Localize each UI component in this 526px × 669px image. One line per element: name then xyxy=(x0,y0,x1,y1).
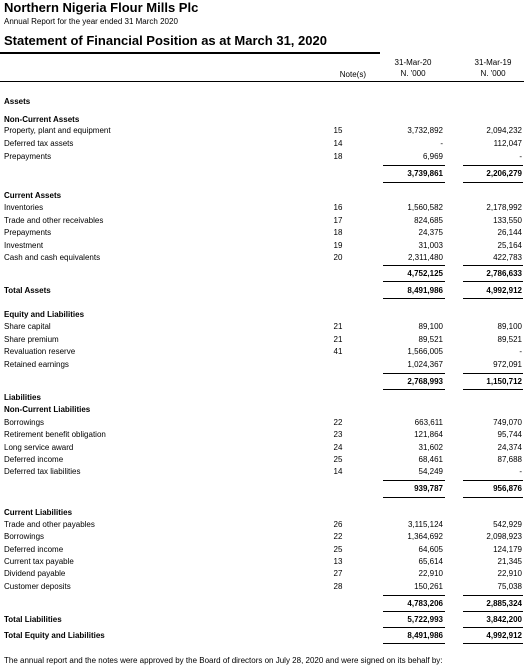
report-subtitle: Annual Report for the year ended 31 March 2020 xyxy=(4,17,178,26)
row-label: Deferred income xyxy=(4,455,64,464)
row-note: 24 xyxy=(333,443,343,452)
row-value-2019: 2,094,232 xyxy=(486,126,522,135)
row-label: Trade and other receivables xyxy=(4,216,104,225)
row-value-2019: 21,345 xyxy=(497,557,522,566)
subtotal-rule-bottom xyxy=(463,497,523,498)
row-label: Deferred tax assets xyxy=(4,139,74,148)
section-heading xyxy=(0,190,526,202)
row-value-2020: 54,249 xyxy=(418,467,443,476)
row-value-2019: 22,910 xyxy=(497,569,522,578)
row-value-2019: - xyxy=(519,347,522,356)
row-value-2020: 22,910 xyxy=(418,569,443,578)
row-value-2019: 2,885,324 xyxy=(486,599,522,608)
row-value-2019: 2,786,633 xyxy=(486,269,522,278)
subtotal-rule xyxy=(383,595,445,596)
row-value-2020: 31,602 xyxy=(418,443,443,452)
row-value-2019: 112,047 xyxy=(493,139,522,148)
row-note: 21 xyxy=(333,322,343,331)
row-note: 25 xyxy=(333,455,343,464)
row-label: Property, plant and equipment xyxy=(4,126,111,135)
table-row xyxy=(0,429,526,441)
row-value-2019: 749,070 xyxy=(493,418,522,427)
table-row xyxy=(0,151,526,163)
total-row xyxy=(0,285,526,297)
row-value-2020: 8,491,986 xyxy=(407,631,443,640)
row-note: 15 xyxy=(333,126,343,135)
column-2019-unit: N. '000 xyxy=(480,69,506,78)
row-label: Share premium xyxy=(4,335,59,344)
row-label: Liabilities xyxy=(4,393,41,402)
column-2020-unit: N. '000 xyxy=(400,69,426,78)
grand-total-rule-bottom xyxy=(463,643,523,644)
row-value-2019: - xyxy=(519,467,522,476)
subtotal-rule-bottom xyxy=(383,497,445,498)
row-value-2020: 3,115,124 xyxy=(408,520,443,529)
column-2019-date: 31-Mar-19 xyxy=(474,58,512,67)
table-row xyxy=(0,252,526,264)
total-rule-bottom xyxy=(383,298,445,299)
row-value-2020: 5,722,993 xyxy=(407,615,443,624)
table-row xyxy=(0,240,526,252)
row-value-2019: 26,144 xyxy=(497,228,522,237)
row-label: Current tax payable xyxy=(4,557,74,566)
table-row xyxy=(0,334,526,346)
subtotal-row xyxy=(0,376,526,388)
row-note: 26 xyxy=(333,520,343,529)
total-rule-bottom xyxy=(383,627,445,628)
table-row xyxy=(0,454,526,466)
row-value-2019: 24,374 xyxy=(497,443,522,452)
table-row xyxy=(0,544,526,556)
row-note: 21 xyxy=(333,335,343,344)
row-note: 27 xyxy=(333,569,343,578)
row-value-2020: 939,787 xyxy=(414,484,443,493)
row-label: Revaluation reserve xyxy=(4,347,76,356)
row-label: Long service award xyxy=(4,443,74,452)
row-label: Borrowings xyxy=(4,418,45,427)
row-value-2019: 3,842,200 xyxy=(486,615,522,624)
row-value-2020: 4,783,206 xyxy=(407,599,443,608)
section-heading xyxy=(0,96,526,108)
total-row xyxy=(0,614,526,626)
row-label: Current Liabilities xyxy=(4,508,73,517)
row-value-2020: 1,024,367 xyxy=(407,360,443,369)
row-note: 18 xyxy=(333,152,343,161)
subtotal-rule-bottom xyxy=(383,281,445,282)
row-label: Trade and other payables xyxy=(4,520,95,529)
table-row xyxy=(0,125,526,137)
subtotal-rule xyxy=(463,373,523,374)
table-row xyxy=(0,531,526,543)
table-row xyxy=(0,417,526,429)
subtotal-rule xyxy=(463,165,523,166)
row-value-2020: 663,611 xyxy=(414,418,443,427)
row-note: 25 xyxy=(333,545,343,554)
subtotal-rule xyxy=(383,165,445,166)
grand-total-rule-bottom xyxy=(383,643,445,644)
row-value-2020: 1,566,005 xyxy=(407,347,443,356)
row-value-2020: 1,364,692 xyxy=(407,532,443,541)
subtotal-rule xyxy=(383,373,445,374)
row-value-2020: 1,560,582 xyxy=(407,203,443,212)
row-label: Prepayments xyxy=(4,152,52,161)
row-value-2020: 4,752,125 xyxy=(407,269,443,278)
row-note: 18 xyxy=(333,228,343,237)
table-row xyxy=(0,466,526,478)
header-rule xyxy=(0,81,524,82)
table-row xyxy=(0,346,526,358)
row-label: Non-Current Liabilities xyxy=(4,405,91,414)
row-value-2019: 4,992,912 xyxy=(486,286,522,295)
subtotal-rule-bottom xyxy=(383,389,445,390)
subtotal-row xyxy=(0,268,526,280)
row-value-2020: 24,375 xyxy=(418,228,443,237)
row-label: Investment xyxy=(4,241,44,250)
row-note: 14 xyxy=(333,467,343,476)
section-heading xyxy=(0,507,526,519)
company-name: Northern Nigeria Flour Mills Plc xyxy=(4,0,199,15)
row-value-2020: 2,311,480 xyxy=(408,253,443,262)
row-value-2020: 65,614 xyxy=(418,557,443,566)
subtotal-rule-bottom xyxy=(463,611,523,612)
title-underline xyxy=(0,52,380,54)
row-value-2019: 2,206,279 xyxy=(486,169,522,178)
row-note: 19 xyxy=(333,241,343,250)
row-value-2019: 2,098,923 xyxy=(486,532,522,541)
row-value-2020: 3,732,892 xyxy=(407,126,443,135)
row-value-2020: 64,605 xyxy=(418,545,443,554)
row-label: Non-Current Assets xyxy=(4,115,80,124)
table-row xyxy=(0,519,526,531)
row-value-2020: 68,461 xyxy=(418,455,443,464)
subtotal-rule-bottom xyxy=(463,281,523,282)
row-note: 23 xyxy=(333,430,343,439)
subtotal-rule xyxy=(383,480,445,481)
table-row xyxy=(0,442,526,454)
subtotal-rule-bottom xyxy=(463,182,523,183)
row-value-2019: 542,929 xyxy=(493,520,522,529)
row-label: Cash and cash equivalents xyxy=(4,253,101,262)
row-note: 20 xyxy=(333,253,343,262)
row-value-2019: 75,038 xyxy=(497,582,522,591)
row-label: Equity and Liabilities xyxy=(4,310,85,319)
row-value-2019: 25,164 xyxy=(497,241,522,250)
row-value-2020: 31,003 xyxy=(418,241,443,250)
row-value-2019: 2,178,992 xyxy=(486,203,522,212)
total-rule-bottom xyxy=(463,627,523,628)
row-note: 14 xyxy=(333,139,343,148)
row-value-2019: 1,150,712 xyxy=(486,377,522,386)
row-value-2019: 89,521 xyxy=(497,335,522,344)
subtotal-row xyxy=(0,483,526,495)
row-value-2020: 6,969 xyxy=(422,152,443,161)
row-label: Inventories xyxy=(4,203,44,212)
row-value-2019: 4,992,912 xyxy=(486,631,522,640)
subtotal-rule xyxy=(383,265,445,266)
row-value-2019: - xyxy=(519,152,522,161)
section-heading xyxy=(0,392,526,404)
column-2020-date: 31-Mar-20 xyxy=(394,58,432,67)
row-value-2020: 89,521 xyxy=(418,335,443,344)
row-label: Total Equity and Liabilities xyxy=(4,631,105,640)
row-label: Deferred tax liabilities xyxy=(4,467,81,476)
column-2019-header xyxy=(463,58,523,78)
table-row xyxy=(0,556,526,568)
row-value-2019: 972,091 xyxy=(493,360,522,369)
row-value-2019: 133,550 xyxy=(493,216,522,225)
subtotal-rule xyxy=(463,265,523,266)
row-label: Retirement benefit obligation xyxy=(4,430,106,439)
row-value-2020: 3,739,861 xyxy=(407,169,443,178)
row-note: 22 xyxy=(333,418,343,427)
row-label: Dividend payable xyxy=(4,569,66,578)
row-note: 22 xyxy=(333,532,343,541)
subtotal-rule xyxy=(463,480,523,481)
row-value-2020: 2,768,993 xyxy=(407,377,443,386)
table-row xyxy=(0,227,526,239)
row-label: Prepayments xyxy=(4,228,52,237)
row-label: Total Liabilities xyxy=(4,615,62,624)
row-value-2019: 124,179 xyxy=(493,545,522,554)
row-label: Assets xyxy=(4,97,31,106)
row-value-2019: 422,783 xyxy=(493,253,522,262)
row-label: Current Assets xyxy=(4,191,62,200)
subtotal-row xyxy=(0,598,526,610)
section-heading xyxy=(0,404,526,416)
subtotal-rule-bottom xyxy=(463,389,523,390)
total-rule-bottom xyxy=(463,298,523,299)
row-value-2019: 89,100 xyxy=(497,322,522,331)
subtotal-rule xyxy=(463,595,523,596)
row-value-2020: 8,491,986 xyxy=(407,286,443,295)
table-row xyxy=(0,359,526,371)
row-note: 28 xyxy=(333,582,343,591)
row-label: Share capital xyxy=(4,322,51,331)
approval-footer: The annual report and the notes were approved by the Board of directors on July 28, 2020 and were signed on its behalf by: xyxy=(4,656,443,665)
subtotal-row xyxy=(0,168,526,180)
column-2020-header xyxy=(383,58,443,78)
row-note: 13 xyxy=(333,557,343,566)
grand-total-row xyxy=(0,630,526,642)
table-row xyxy=(0,138,526,150)
table-row xyxy=(0,215,526,227)
row-value-2019: 95,744 xyxy=(497,430,522,439)
row-value-2020: - xyxy=(440,139,443,148)
row-label: Total Assets xyxy=(4,286,51,295)
statement-title: Statement of Financial Position as at March 31, 2020 xyxy=(4,33,327,48)
row-label: Deferred income xyxy=(4,545,64,554)
row-note: 41 xyxy=(333,347,343,356)
row-value-2020: 150,261 xyxy=(414,582,443,591)
table-row xyxy=(0,202,526,214)
subtotal-rule-bottom xyxy=(383,611,445,612)
table-row xyxy=(0,321,526,333)
row-label: Borrowings xyxy=(4,532,45,541)
row-value-2019: 87,688 xyxy=(497,455,522,464)
notes-column-header: Note(s) xyxy=(339,70,366,79)
section-heading xyxy=(0,309,526,321)
row-value-2020: 89,100 xyxy=(418,322,443,331)
row-value-2019: 956,876 xyxy=(493,484,522,493)
row-label: Customer deposits xyxy=(4,582,71,591)
table-row xyxy=(0,568,526,580)
row-note: 17 xyxy=(333,216,343,225)
row-label: Retained earnings xyxy=(4,360,69,369)
row-note: 16 xyxy=(333,203,343,212)
row-value-2020: 824,685 xyxy=(414,216,443,225)
table-row xyxy=(0,581,526,593)
row-value-2020: 121,864 xyxy=(414,430,443,439)
subtotal-rule-bottom xyxy=(383,182,445,183)
